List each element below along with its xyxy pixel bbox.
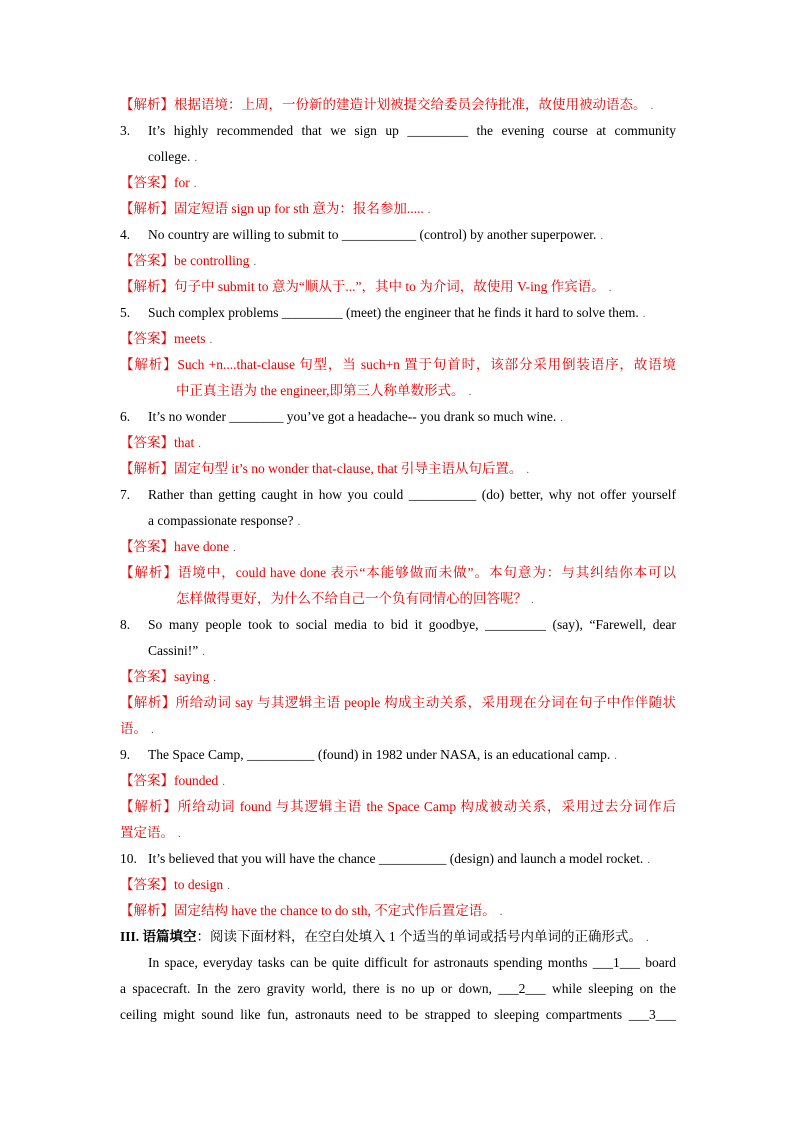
document-body xyxy=(120,92,676,1028)
paragraph-mark: . xyxy=(646,932,649,944)
explanation-line xyxy=(120,794,676,820)
paragraph-mark: . xyxy=(600,230,604,242)
paragraph-mark: . xyxy=(526,464,530,476)
paragraph-mark: . xyxy=(468,386,472,398)
paragraph-mark: . xyxy=(213,672,216,684)
explanation-line xyxy=(120,560,676,586)
explanation-text: 【解析】根据语境：上周，一份新的建造计划被提交给委员会待批准，故使用被动语态。 xyxy=(120,97,647,112)
explanation-text-tail: 怎样做得更好，为什么不给自己一个负有同情心的回答呢？ xyxy=(176,591,527,606)
answer-line xyxy=(120,664,676,690)
explanation-text: 【解析】固定句型 it’s no wonder that-clause, that 引导主语从句后置。 xyxy=(120,461,523,476)
question-line xyxy=(120,612,676,638)
question-text: So many people took to social media to bid it goodbye, _________ (say), “Farewell, dear xyxy=(148,617,676,632)
explanation-line xyxy=(120,274,676,300)
answer-line xyxy=(120,170,676,196)
paragraph-mark: . xyxy=(233,542,236,554)
paragraph-mark: . xyxy=(297,516,301,528)
explanation-text: 【解析】所给动词 say 与其逻辑主语 people 构成主动关系，采用现在分词在句子中作伴随状 xyxy=(120,695,676,710)
question-text: It’s highly recommended that we sign up _________ the evening course at community xyxy=(148,123,676,138)
question-text: The Space Camp, __________ (found) in 1982 under NASA, is an educational camp. . xyxy=(148,747,618,762)
section-number: III. xyxy=(120,929,140,944)
explanation-line xyxy=(120,352,676,378)
paragraph-mark: . xyxy=(178,828,181,840)
question-number: 6. xyxy=(120,409,131,424)
question-text-cont xyxy=(120,144,676,170)
passage-line: ceiling might sound like fun, astronauts need to be strapped to sleeping compartments ___3___ xyxy=(120,1007,676,1022)
question-line xyxy=(120,404,676,430)
question-text-cont xyxy=(120,638,676,664)
answer-text: 【答案】saying xyxy=(120,669,210,684)
question-line xyxy=(120,118,676,144)
paragraph-mark: . xyxy=(151,724,154,736)
question-text-tail: Cassini!” xyxy=(148,643,199,658)
paragraph-mark: . xyxy=(253,256,257,268)
explanation-text: 【解析】句子中 submit to 意为“顺从于...”，其中 to 为介词，故使用 V-ing 作宾语。 xyxy=(120,279,605,294)
explanation-text-tail: 中正真主语为 the engineer,即第三人称单数形式。 xyxy=(176,383,465,398)
paragraph-mark: . xyxy=(531,594,534,606)
paragraph-mark: . xyxy=(560,412,564,424)
explanation-cont xyxy=(120,820,676,846)
paragraph-mark: . xyxy=(642,308,646,320)
question-line xyxy=(120,300,676,326)
paragraph-mark: . xyxy=(222,776,225,788)
explanation-line xyxy=(120,456,676,482)
answer-line xyxy=(120,326,676,352)
passage-line: In space, everyday tasks can be quite difficult for astronauts spending months ___1___ board xyxy=(148,955,676,970)
question-text-cont xyxy=(120,508,676,534)
explanation-text: 【解析】Such +n....that-clause 句型，当 such+n 置于句首时，该部分采用倒装语序，故语境 xyxy=(120,357,676,372)
explanation-text: 【解析】固定短语 sign up for sth 意为：报名参加..... xyxy=(120,201,424,216)
question-number: 5. xyxy=(120,305,131,320)
paragraph-mark: . xyxy=(608,282,612,294)
question-line xyxy=(120,482,676,508)
answer-text: 【答案】that xyxy=(120,435,195,450)
paragraph-mark: . xyxy=(202,646,205,658)
explanation-text-tail: 置定语。 xyxy=(120,825,174,840)
paragraph-mark: . xyxy=(427,204,431,216)
section-instructions: ：阅读下面材料，在空白处填入 1 个适当的单词或括号内单词的正确形式。 xyxy=(196,929,643,944)
paragraph-mark: . xyxy=(650,100,654,112)
answer-text: 【答案】founded xyxy=(120,773,219,788)
question-number: 4. xyxy=(120,227,131,242)
answer-line xyxy=(120,430,676,456)
answer-text: 【答案】have done xyxy=(120,539,230,554)
paragraph-mark: . xyxy=(194,152,198,164)
answer-text: 【答案】be controlling xyxy=(120,253,250,268)
answer-line xyxy=(120,872,676,898)
question-text-tail: a compassionate response? xyxy=(148,513,294,528)
explanation-line xyxy=(120,196,676,222)
answer-text: 【答案】for xyxy=(120,175,190,190)
explanation-line xyxy=(120,690,676,716)
paragraph-mark: . xyxy=(499,906,503,918)
paragraph-mark: . xyxy=(209,334,213,346)
answer-line xyxy=(120,248,676,274)
explanation-cont xyxy=(120,716,676,742)
explanation-cont xyxy=(120,586,676,612)
passage-line: a spacecraft. In the zero gravity world, there is no up or down, ___2___ while sleeping on the xyxy=(120,981,676,996)
section-title: 语篇填空 xyxy=(142,929,197,944)
explanation-line xyxy=(120,92,676,118)
question-text: No country are willing to submit to ___________ (control) by another superpower. . xyxy=(148,227,604,242)
paragraph-mark: . xyxy=(193,178,197,190)
explanation-cont xyxy=(120,378,676,404)
question-line xyxy=(120,846,676,872)
answer-text: 【答案】meets xyxy=(120,331,206,346)
question-text: Rather than getting caught in how you could __________ (do) better, why not offer yourself xyxy=(148,487,676,502)
explanation-text: 【解析】固定结构 have the chance to do sth, 不定式作后置定语。 xyxy=(120,903,496,918)
explanation-line xyxy=(120,898,676,924)
question-line xyxy=(120,742,676,768)
explanation-text: 【解析】语境中，could have done 表示“本能够做而未做”。本句意为：与其纠结你本可以 xyxy=(120,565,676,580)
question-text: Such complex problems _________ (meet) the engineer that he finds it hard to solve them. . xyxy=(148,305,646,320)
paragraph-mark: . xyxy=(614,750,618,762)
paragraph-mark: . xyxy=(198,438,201,450)
question-number: 7. xyxy=(120,487,131,502)
explanation-text: 【解析】所给动词 found 与其逻辑主语 the Space Camp 构成被动关系，采用过去分词作后 xyxy=(120,799,676,814)
question-text-tail: college. xyxy=(148,149,191,164)
explanation-text-tail: 语。 xyxy=(120,721,147,736)
paragraph-mark: . xyxy=(227,880,230,892)
answer-text: 【答案】to design xyxy=(120,877,224,892)
question-number: 8. xyxy=(120,617,131,632)
question-number: 10. xyxy=(120,851,137,866)
question-line xyxy=(120,222,676,248)
question-text: It’s no wonder ________ you’ve got a headache-- you drank so much wine. . xyxy=(148,409,564,424)
section-heading xyxy=(120,924,676,950)
answer-line xyxy=(120,534,676,560)
question-text: It’s believed that you will have the chance __________ (design) and launch a model rocket. . xyxy=(148,851,650,866)
paragraph-mark: . xyxy=(647,854,650,866)
question-number: 3. xyxy=(120,123,131,138)
answer-line xyxy=(120,768,676,794)
question-number: 9. xyxy=(120,747,131,762)
